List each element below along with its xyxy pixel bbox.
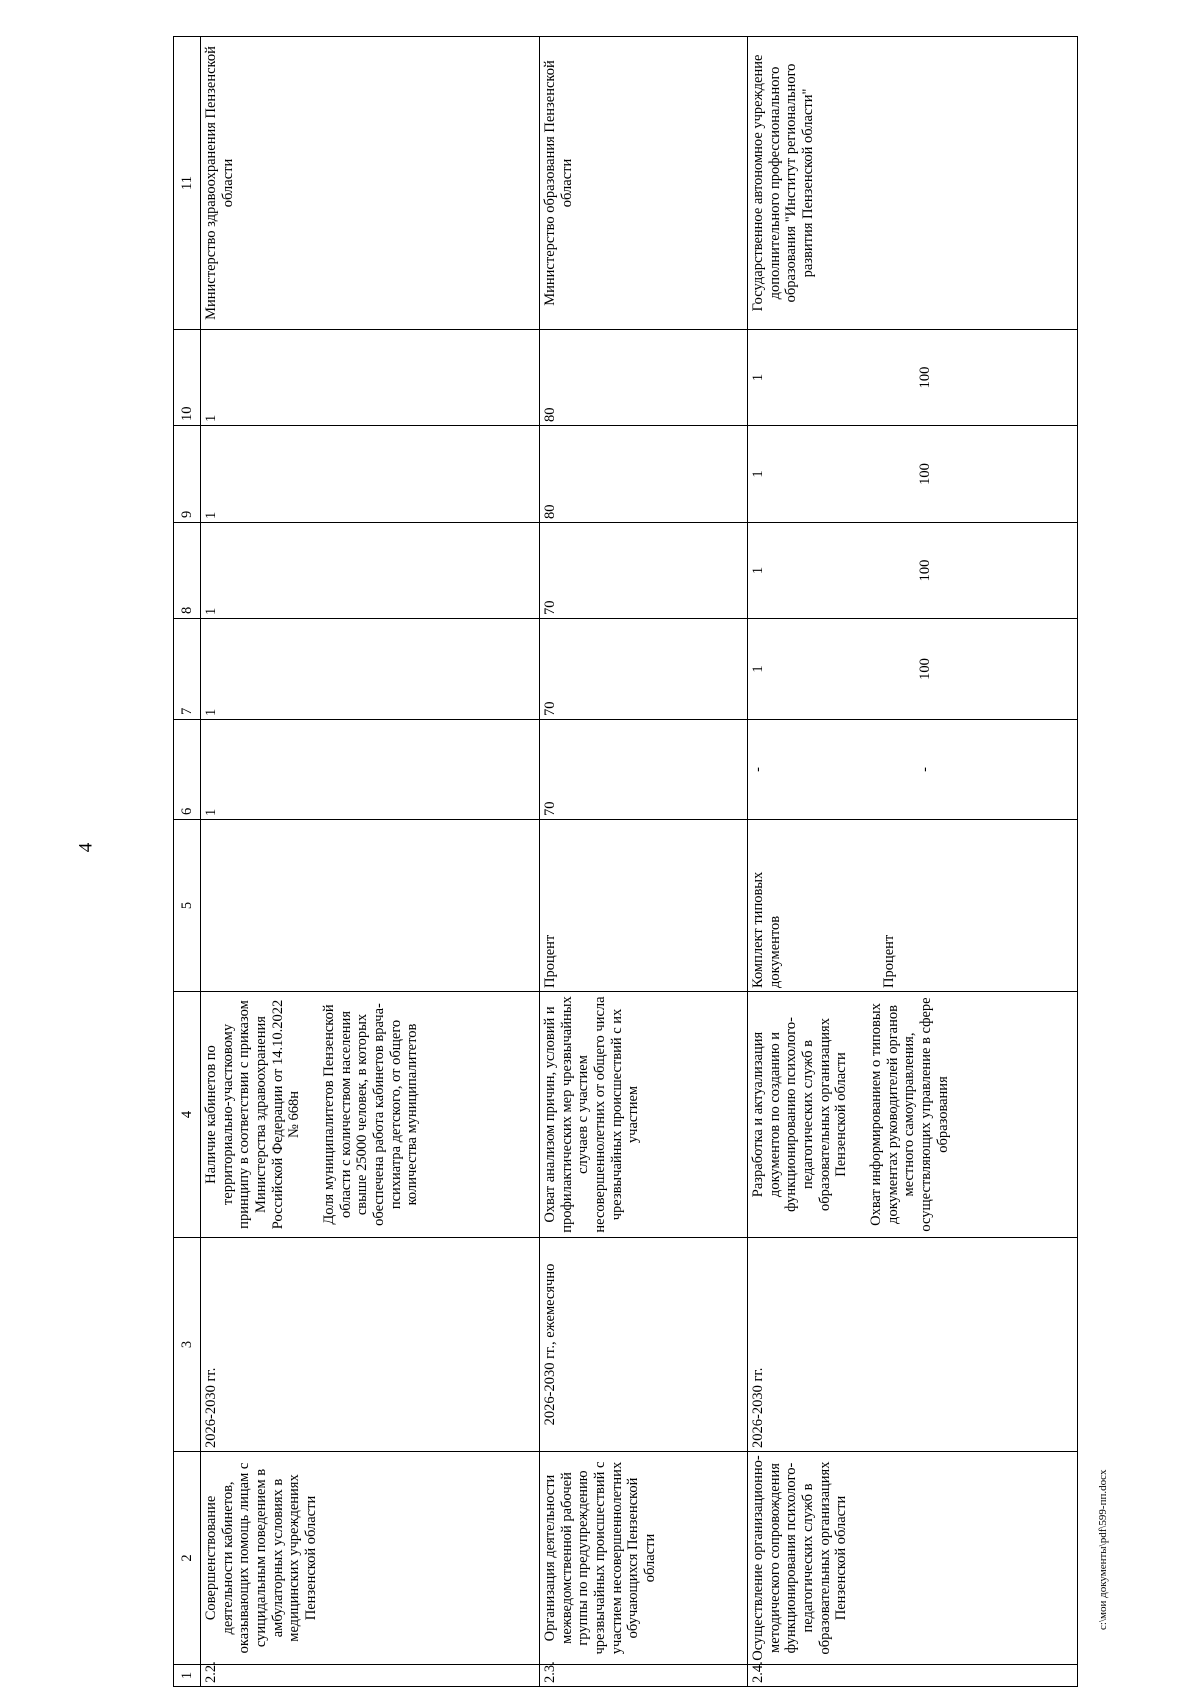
value-cell — [201, 720, 540, 820]
table-row — [201, 37, 540, 1687]
header-cell: 1 — [174, 1665, 201, 1687]
value-text: 100 — [916, 559, 933, 582]
responsible-cell: Министерство образования Пензенской области — [540, 37, 748, 330]
unit-cell — [201, 820, 540, 992]
value-text: 1 — [203, 808, 219, 816]
value-text: 1 — [750, 470, 766, 478]
value-text: 100 — [916, 366, 933, 389]
table-row — [540, 37, 748, 1687]
value-text: - — [750, 767, 766, 772]
header-cell: 7 — [174, 619, 201, 720]
header-cell: 3 — [174, 1238, 201, 1452]
unit-text: Процент — [542, 934, 558, 988]
row-number: 2.4. — [748, 1665, 1078, 1687]
header-cell: 4 — [174, 992, 201, 1238]
value-cell: 80 — [540, 426, 748, 523]
indicator-cell — [201, 992, 540, 1238]
value-cell: 80 — [540, 330, 748, 426]
value-cell — [748, 619, 1078, 720]
indicator-text: Разработка и актуализация документов по созданию и функционированию психолого-педагогических служб в образовательных организациях Пензенской области — [750, 1017, 850, 1212]
value-cell — [748, 523, 1078, 619]
value-text: 100 — [916, 658, 933, 680]
value-text: 1 — [203, 511, 219, 519]
value-text: 1 — [203, 708, 219, 716]
value-text: 1 — [750, 373, 766, 382]
header-cell: 10 — [174, 330, 201, 426]
term-cell: 2026-2030 гг., ежемесячно — [540, 1238, 748, 1452]
unit-cell — [540, 820, 748, 992]
value-text: 1 — [750, 665, 766, 673]
term-cell: 2026-2030 гг. — [201, 1238, 540, 1452]
value-cell — [201, 426, 540, 523]
responsible-cell: Министерство здравоохранения Пензенской области — [201, 37, 540, 330]
row-number: 2.2. — [201, 1665, 540, 1687]
value-text: 100 — [916, 463, 933, 485]
indicator-cell — [540, 992, 748, 1238]
value-text: 1 — [203, 607, 219, 615]
indicator-text: Наличие кабинетов по территориально-участковому принципу в соответствии с приказом Министерства здравоохранения Российской Федерации от 14.10.2022 № 668н — [203, 999, 303, 1230]
indicator-text: Охват анализом причин, условий и профилактических мер чрезвычайных случаев с участием несовершеннолетних от общего числа чрезвычайных происшествий с их участием — [542, 996, 642, 1233]
responsible-cell: Государственное автономное учреждение дополнительного профессионального образования "Институт регионального развития Пензенской области" — [748, 37, 1078, 330]
page-number: 4 — [75, 842, 97, 853]
header-cell: 8 — [174, 523, 201, 619]
program-table — [173, 36, 1078, 1687]
value-cell — [748, 720, 1078, 820]
indicator-text: Доля муниципалитетов Пензенской области с количеством населения свыше 25000 человек, в которых обеспечена работа кабинетов врача-психиатра детского, от общего количества муниципалитетов — [321, 1003, 421, 1226]
value-cell — [201, 619, 540, 720]
indicator-cell — [748, 992, 1078, 1238]
value-cell: 70 — [540, 619, 748, 720]
footer-file-path: c:\мои документы\pdf\599-пп.docx — [1097, 1469, 1109, 1630]
header-cell: 5 — [174, 820, 201, 992]
header-cell: 11 — [174, 37, 201, 330]
unit-text: Процент — [881, 934, 898, 988]
value-cell — [201, 330, 540, 426]
value-cell — [748, 426, 1078, 523]
activity-cell: Осуществление организационно-методического сопровождения функционирования психолого-педагогических служб в образовательных организациях Пензенской области — [748, 1452, 1078, 1665]
activity-cell: Совершенствование деятельности кабинетов, оказывающих помощь лицам с суицидальным поведением в амбулаторных условиях в медицинских учреждениях Пензенской области — [201, 1452, 540, 1665]
table-frame — [173, 37, 1133, 1687]
header-row — [174, 37, 201, 1687]
term-cell: 2026-2030 гг. — [748, 1238, 1078, 1452]
header-cell: 9 — [174, 426, 201, 523]
value-cell — [748, 330, 1078, 426]
unit-text: Комплект типовых документов — [750, 871, 783, 988]
table-row — [748, 37, 1078, 1687]
value-text: 1 — [750, 566, 766, 575]
value-text: - — [916, 767, 933, 772]
value-cell: 70 — [540, 720, 748, 820]
header-cell: 6 — [174, 720, 201, 820]
value-cell — [201, 523, 540, 619]
indicator-text: Охват информированием о типовых документах руководителей органов местного самоуправления, осуществляющих управление в сфере образования — [868, 997, 951, 1232]
header-cell: 2 — [174, 1452, 201, 1665]
row-number: 2.3. — [540, 1665, 748, 1687]
value-text: 1 — [203, 414, 219, 422]
value-cell: 70 — [540, 523, 748, 619]
unit-cell — [748, 820, 1078, 992]
activity-cell: Организация деятельности межведомственной рабочей группы по предупреждению чрезвычайных происшествий с участием несовершеннолетних обучающихся Пензенской области — [540, 1452, 748, 1665]
